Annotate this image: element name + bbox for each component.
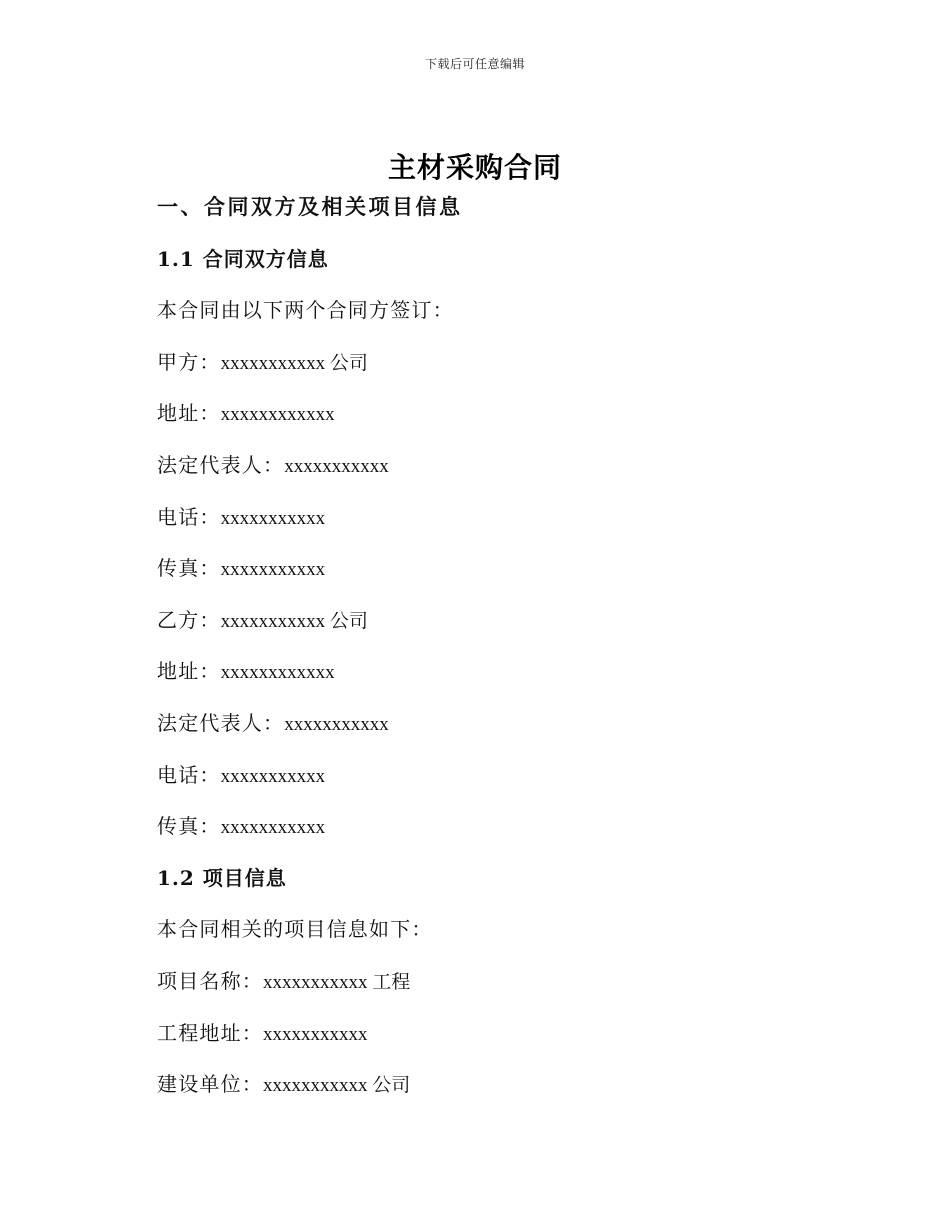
project-name-label: 项目名称：: [157, 968, 263, 993]
party-b-fax-value: xxxxxxxxxxx: [220, 817, 326, 839]
party-a-rep-value: xxxxxxxxxxx: [284, 455, 389, 477]
parties-intro: 本合同由以下两个合同方签订：: [157, 298, 454, 323]
document-title: 主材采购合同: [387, 151, 562, 184]
project-address-value: xxxxxxxxxxx: [263, 1023, 368, 1045]
party-a-rep-label: 法定代表人：: [157, 452, 285, 477]
party-a-name-label: 甲方：: [157, 349, 221, 374]
project-name-value: xxxxxxxxxxx 工程: [263, 971, 411, 993]
project-intro: 本合同相关的项目信息如下：: [157, 917, 433, 942]
subsection-heading-1-2: 1.2 项目信息: [157, 865, 287, 890]
project-name: [157, 964, 837, 1016]
party-b-address: [157, 654, 837, 706]
party-a-phone: [157, 500, 837, 552]
subsection-heading-1-1: 1.1 合同双方信息: [157, 246, 329, 271]
section-heading-1: 一、合同双方及相关项目信息: [157, 194, 463, 219]
party-b-rep-value: xxxxxxxxxxx: [284, 713, 389, 735]
party-a-fax: [157, 551, 837, 603]
header-note: 下载后可任意编辑: [424, 57, 525, 71]
party-b-address-value: xxxxxxxxxxxx: [220, 662, 335, 684]
project-builder-value: xxxxxxxxxxx 公司: [263, 1075, 411, 1097]
party-a-phone-label: 电话：: [157, 504, 221, 529]
party-a-representative: [157, 448, 837, 500]
party-b-name-value: xxxxxxxxxxx 公司: [220, 610, 368, 632]
document-body: [157, 190, 837, 1119]
party-b-rep-label: 法定代表人：: [157, 710, 285, 735]
party-b-name-label: 乙方：: [157, 607, 221, 632]
party-a-fax-value: xxxxxxxxxxx: [220, 559, 326, 581]
party-a-phone-value: xxxxxxxxxxx: [220, 507, 326, 529]
party-a-address: [157, 396, 837, 448]
party-a-address-label: 地址：: [157, 401, 221, 426]
party-a-name: [157, 345, 837, 397]
party-a-fax-label: 传真：: [157, 556, 221, 581]
party-a-name-value: xxxxxxxxxxx 公司: [220, 352, 368, 374]
party-b-address-label: 地址：: [157, 659, 221, 684]
project-address-label: 工程地址：: [157, 1020, 263, 1045]
party-a-address-value: xxxxxxxxxxxx: [220, 404, 335, 426]
party-b-phone-value: xxxxxxxxxxx: [220, 765, 326, 787]
party-b-fax-label: 传真：: [157, 814, 221, 839]
party-b-phone-label: 电话：: [157, 762, 221, 787]
project-builder-label: 建设单位：: [157, 1072, 263, 1097]
project-builder: [157, 1067, 837, 1119]
party-b-fax: [157, 809, 837, 861]
party-b-representative: [157, 706, 837, 758]
project-address: [157, 1016, 837, 1068]
party-b-name: [157, 603, 837, 655]
party-b-phone: [157, 758, 837, 810]
